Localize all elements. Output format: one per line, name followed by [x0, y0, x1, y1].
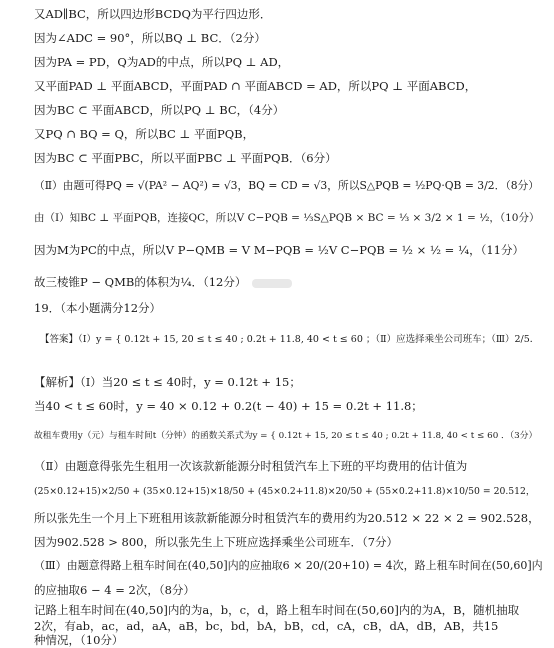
question-number: 19．（本小题满分12分） [34, 301, 162, 315]
blurred-mark [252, 279, 292, 288]
text-line-content: 故三棱锥P − QMB的体积为¼．（12分） [34, 275, 247, 289]
analysis-line: 【解析】（Ⅰ）当20 ≤ t ≤ 40时，y = 0.12t + 15； [34, 375, 301, 389]
text-line: 种情况，（10分） [34, 633, 124, 647]
text-line: 因为902.528 > 800，所以张先生上下班应选择乘坐公司班车．（7分） [34, 535, 399, 549]
text-line: 记路上租车时间在(40,50]内的为a，b，c，d，路上租车时间在(50,60]内的为A，B，随机抽取 [34, 603, 520, 617]
text-line: 又PQ ∩ BQ = Q，所以BC ⊥ 平面PQB， [34, 127, 255, 141]
text-line: 因为M为PC的中点，所以V P−QMB = V M−PQB = ½V C−PQB = ½ × ½ = ¼，（11分） [34, 243, 525, 257]
text-line: 故租车费用y（元）与租车时间t（分钟）的函数关系式为y = { 0.12t + 15, 20 ≤ t ≤ 40 ; 0.2t + 11.8, 40 < t ≤ 60 ．（3分） [34, 431, 538, 441]
text-line: 因为BC ⊂ 平面PBC，所以平面PBC ⊥ 平面PQB．（6分） [34, 151, 337, 165]
text-line: 又平面PAD ⊥ 平面ABCD，平面PAD ∩ 平面ABCD = AD，所以PQ ⊥ 平面ABCD， [34, 79, 477, 93]
text-line: 由（Ⅰ）知BC ⊥ 平面PQB，连接QC，所以V C−PQB = ⅓S△PQB × BC = ⅓ × 3/2 × 1 = ½，（10分） [34, 212, 540, 224]
formula-line: (25×0.12+15)×2/50 + (35×0.12+15)×18/50 + (45×0.2+11.8)×20/50 + (55×0.2+11.8)×10/50 = 20.512， [34, 486, 536, 497]
text-line: 因为PA = PD，Q为AD的中点，所以PQ ⊥ AD， [34, 55, 290, 69]
answer-line: 【答案】（Ⅰ）y = { 0.12t + 15, 20 ≤ t ≤ 40 ; 0.2t + 11.8, 40 < t ≤ 60 ；（Ⅱ）应选择乘坐公司班车；（Ⅲ）2/5． [40, 334, 540, 345]
text-line: （Ⅱ）由题可得PQ = √(PA² − AQ²) = √3，BQ = CD = √3，所以S△PQB = ½PQ·QB = 3/2．（8分） [34, 179, 540, 192]
text-line: 所以张先生一个月上下班租用该款新能源分时租赁汽车的费用约为20.512 × 22 × 2 = 902.528， [34, 511, 540, 525]
text-line: 又AD∥BC，所以四边形BCDQ为平行四边形． [34, 7, 272, 21]
text-line: 当40 < t ≤ 60时，y = 40 × 0.12 + 0.2(t − 40) + 15 = 0.2t + 11.8； [34, 399, 423, 413]
text-line: 2次，有ab，ac，ad，aA，aB，bc，bd，bA，bB，cd，cA，cB，dA，dB，AB，共15 [34, 619, 499, 633]
text-line: 因为BC ⊂ 平面ABCD，所以PQ ⊥ BC，（4分） [34, 103, 285, 117]
text-line: 因为∠ADC = 90°，所以BQ ⊥ BC．（2分） [34, 31, 266, 45]
text-line: （Ⅱ）由题意得张先生租用一次该款新能源分时租赁汽车上下班的平均费用的估计值为 [34, 459, 468, 473]
text-line: 的应抽取6 − 4 = 2次，（8分） [34, 583, 195, 597]
text-line: （Ⅲ）由题意得路上租车时间在(40,50]内的应抽取6 × 20/(20+10) = 4次，路上租车时间在(50,60]内 [34, 559, 543, 572]
text-line [34, 274, 292, 290]
